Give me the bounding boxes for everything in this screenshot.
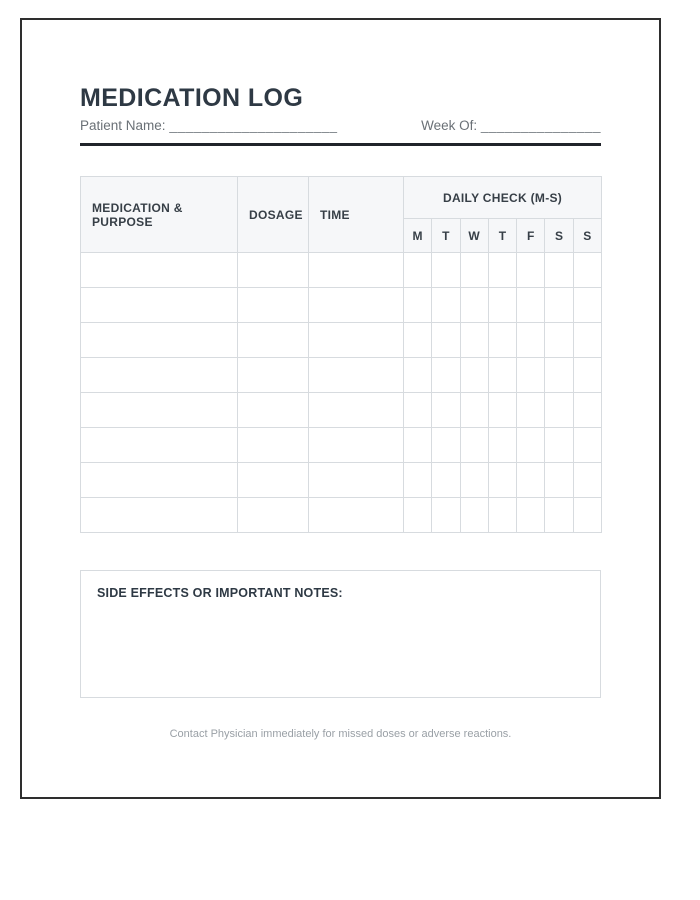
table-cell[interactable]: [432, 393, 460, 428]
table-cell[interactable]: [545, 463, 573, 498]
table-cell[interactable]: [404, 463, 432, 498]
table-cell[interactable]: [238, 393, 309, 428]
table-cell[interactable]: [81, 428, 238, 463]
col-header-medication: MEDICATION & PURPOSE: [81, 177, 238, 253]
table-cell[interactable]: [488, 428, 516, 463]
table-cell[interactable]: [488, 253, 516, 288]
table-cell[interactable]: [573, 253, 601, 288]
table-row: [81, 358, 602, 393]
col-header-daily-check: DAILY CHECK (M-S): [404, 177, 602, 219]
day-header-cell: M: [404, 219, 432, 253]
table-cell[interactable]: [460, 323, 488, 358]
table-cell[interactable]: [404, 253, 432, 288]
table-row: [81, 323, 602, 358]
table-cell[interactable]: [488, 288, 516, 323]
table-row: [81, 288, 602, 323]
table-cell[interactable]: [309, 323, 404, 358]
table-row: [81, 463, 602, 498]
col-header-time: TIME: [309, 177, 404, 253]
table-cell[interactable]: [573, 323, 601, 358]
table-cell[interactable]: [432, 463, 460, 498]
table-cell[interactable]: [460, 253, 488, 288]
table-cell[interactable]: [545, 323, 573, 358]
table-cell[interactable]: [545, 253, 573, 288]
day-header-cell: T: [488, 219, 516, 253]
table-cell[interactable]: [573, 358, 601, 393]
patient-name-blank[interactable]: _____________________: [169, 118, 338, 133]
day-header-cell: F: [517, 219, 545, 253]
table-cell[interactable]: [517, 498, 545, 533]
table-cell[interactable]: [238, 288, 309, 323]
table-cell[interactable]: [517, 393, 545, 428]
table-cell[interactable]: [309, 498, 404, 533]
footer-note: Contact Physician immediately for missed doses or adverse reactions.: [169, 728, 512, 740]
table-cell[interactable]: [404, 393, 432, 428]
table-cell[interactable]: [432, 288, 460, 323]
table-cell[interactable]: [488, 358, 516, 393]
day-header-cell: T: [432, 219, 460, 253]
table-cell[interactable]: [81, 393, 238, 428]
table-cell[interactable]: [238, 253, 309, 288]
table-cell[interactable]: [81, 288, 238, 323]
page-frame: [20, 18, 661, 799]
table-cell[interactable]: [460, 428, 488, 463]
table-row: [81, 428, 602, 463]
table-cell[interactable]: [404, 428, 432, 463]
day-header-cell: S: [545, 219, 573, 253]
week-of-field: [421, 118, 601, 133]
table-cell[interactable]: [460, 498, 488, 533]
table-cell[interactable]: [309, 358, 404, 393]
table-cell[interactable]: [404, 358, 432, 393]
page-content: [22, 84, 659, 740]
table-cell[interactable]: [460, 288, 488, 323]
table-cell[interactable]: [81, 323, 238, 358]
table-cell[interactable]: [309, 393, 404, 428]
table-cell[interactable]: [309, 288, 404, 323]
table-cell[interactable]: [238, 358, 309, 393]
table-cell[interactable]: [238, 498, 309, 533]
table-cell[interactable]: [488, 498, 516, 533]
table-cell[interactable]: [432, 428, 460, 463]
header-divider: [80, 143, 601, 146]
table-cell[interactable]: [517, 323, 545, 358]
table-cell[interactable]: [460, 393, 488, 428]
table-cell[interactable]: [573, 463, 601, 498]
table-cell[interactable]: [517, 358, 545, 393]
table-cell[interactable]: [460, 358, 488, 393]
table-cell[interactable]: [404, 323, 432, 358]
notes-box[interactable]: [80, 570, 601, 698]
week-of-blank[interactable]: _______________: [480, 118, 601, 133]
medication-table: [80, 176, 602, 533]
table-cell[interactable]: [309, 463, 404, 498]
table-cell[interactable]: [432, 498, 460, 533]
day-header-cell: S: [573, 219, 601, 253]
table-cell[interactable]: [309, 428, 404, 463]
table-cell[interactable]: [545, 393, 573, 428]
table-cell[interactable]: [309, 253, 404, 288]
table-cell[interactable]: [517, 463, 545, 498]
table-body: [81, 253, 602, 533]
table-cell[interactable]: [81, 498, 238, 533]
table-cell[interactable]: [517, 288, 545, 323]
table-cell[interactable]: [238, 463, 309, 498]
table-row: [81, 253, 602, 288]
table-cell[interactable]: [81, 358, 238, 393]
table-cell[interactable]: [432, 253, 460, 288]
table-cell[interactable]: [545, 358, 573, 393]
table-cell[interactable]: [238, 428, 309, 463]
table-cell[interactable]: [432, 323, 460, 358]
table-cell[interactable]: [404, 498, 432, 533]
table-row: [81, 393, 602, 428]
table-cell[interactable]: [238, 323, 309, 358]
table-cell[interactable]: [573, 393, 601, 428]
table-cell[interactable]: [81, 253, 238, 288]
week-of-label: Week Of:: [421, 118, 478, 133]
table-cell[interactable]: [517, 428, 545, 463]
table-cell[interactable]: [81, 463, 238, 498]
notes-label: SIDE EFFECTS OR IMPORTANT NOTES:: [97, 586, 343, 600]
table-cell[interactable]: [517, 253, 545, 288]
table-cell[interactable]: [545, 428, 573, 463]
table-row: [81, 498, 602, 533]
patient-week-line: [80, 118, 601, 133]
table-cell[interactable]: [545, 498, 573, 533]
table-header-row: [81, 177, 602, 219]
table-cell[interactable]: [573, 288, 601, 323]
page-title: MEDICATION LOG: [80, 84, 304, 112]
table-cell[interactable]: [573, 498, 601, 533]
patient-name-field: [80, 118, 337, 133]
table-cell[interactable]: [488, 393, 516, 428]
table-cell[interactable]: [460, 463, 488, 498]
table-cell[interactable]: [545, 288, 573, 323]
table-cell[interactable]: [432, 358, 460, 393]
col-header-dosage: DOSAGE: [238, 177, 309, 253]
table-cell[interactable]: [488, 323, 516, 358]
patient-name-label: Patient Name:: [80, 118, 166, 133]
day-header-cell: W: [460, 219, 488, 253]
table-cell[interactable]: [488, 463, 516, 498]
table-cell[interactable]: [404, 288, 432, 323]
table-cell[interactable]: [573, 428, 601, 463]
